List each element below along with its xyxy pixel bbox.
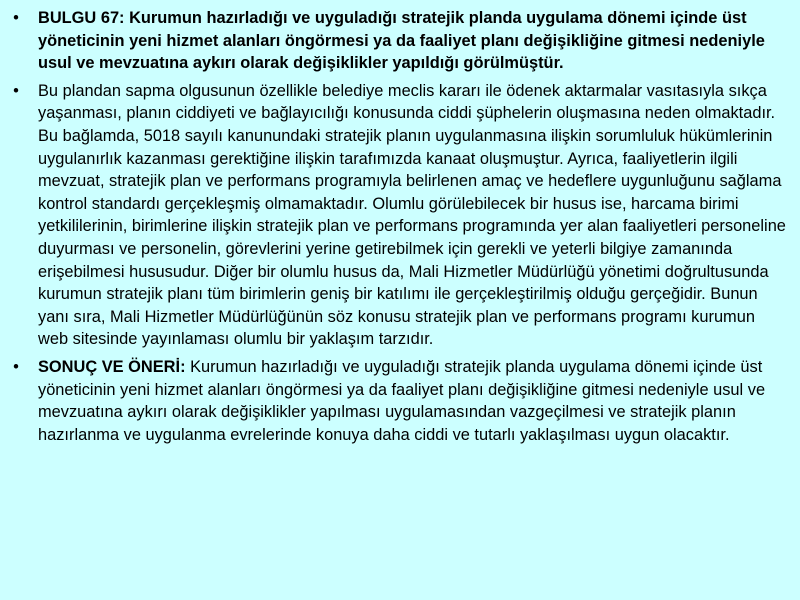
conclusion-heading: SONUÇ VE ÖNERİ: (38, 357, 186, 376)
bullet-icon: • (13, 357, 19, 376)
bullet-list (10, 7, 786, 446)
bullet-conclusion (10, 356, 786, 446)
finding-heading: BULGU 67: Kurumun hazırladığı ve uyguladığı stratejik planda uygulama dönemi içinde üst yöneticinin yeni hizmet alanları öngörmesi ya da faaliyet planı değişikliğine gitmesi nedeniyle usul ve mevzuatına aykırı olarak değişiklikler yapıldığı görülmüştür. (38, 9, 765, 73)
bullet-icon: • (13, 9, 19, 27)
bullet-icon: • (13, 81, 19, 100)
bullet-finding-67 (10, 7, 786, 75)
conclusion-text: Kurumun hazırladığı ve uyguladığı stratejik planda uygulama dönemi içinde üst yöneticinin yeni hizmet alanları öngörmesi ya da faaliyet planı değişikliğine gitmesi nedeniyle usul ve mevzuatına aykırı olarak değişiklikler yapılması uygulamasından vazgeçilmesi ve stratejik planın hazırlanma ve uygulanma evrelerinde konuya daha ciddi ve tutarlı yaklaşılması uygun olacaktır. (38, 357, 766, 444)
evaluation-text: Bu plandan sapma olgusunun özellikle belediye meclis kararı ile ödenek aktarmalar vasıtasıyla sıkça yaşanması, planın ciddiyeti ve bağlayıcılığı konusunda ciddi şüphelerin oluşmasına neden olmaktadır. Bu bağlamda, 5018 sayılı kanunundaki stratejik planın uygulanmasına ilişkin sorumluluk hükümlerinin uygulanırlık kazanması gerektiğine ilişkin tarafımızda kanaat oluşmuştur. Ayrıca, faaliyetlerin ilgili mevzuat, stratejik plan ve performans programıyla belirlenen amaç ve hedeflere uygunluğunu sağlama kontrol standardı gerçekleşmiş olmamaktadır. Olumlu görülebilecek bir husus ise, harcama birimi yetkililerinin, birimlerine ilişkin stratejik plan ve performans programında yer alan faaliyetleri personeline duyurması ve personelin, görevlerini yerine getirebilmek için gerekli ve yeterli bilgiye zamanında erişebilmesi hususudur. Diğer bir olumlu husus da, Mali Hizmetler Müdürlüğü yönetimi doğrultusunda kurumun stratejik planı tüm birimlerin geniş bir katılımı ile gerçekleştirilmiş olduğu gerçeğidir. Bunun yanı sıra, Mali Hizmetler Müdürlüğünün söz konusu stratejik plan ve performans programı kurumun web sitesinde yayınlaması olumlu bir yaklaşım tarzıdır. (38, 81, 786, 349)
bullet-evaluation (10, 80, 786, 351)
